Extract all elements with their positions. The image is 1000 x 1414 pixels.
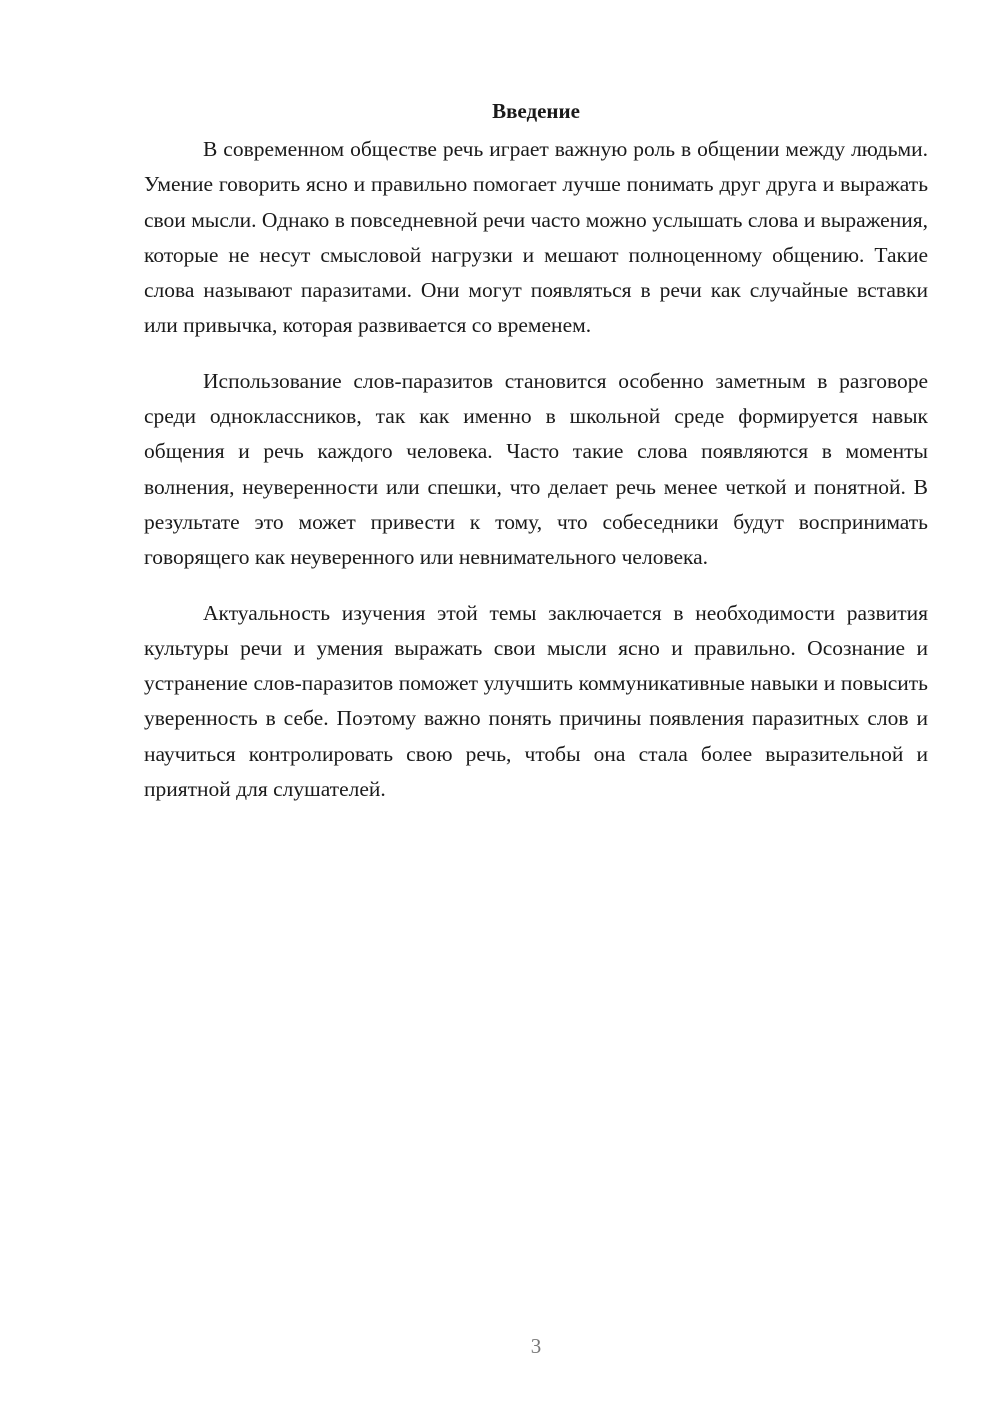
page-body [144, 96, 928, 807]
paragraph-relevance: Актуальность изучения этой темы заключается в необходимости развития культуры речи и умения выражать свои мысли ясно и правильно. Осознание и устранение слов-паразитов поможет улучшить коммуникативные навыки и повысить уверенность в себе. Поэтому важно понять причины появления паразитных слов и научиться контролировать свою речь, чтобы она стала более выразительной и приятной для слушателей. [144, 600, 928, 802]
page-number: 3 [530, 1334, 542, 1358]
section-heading: Введение [492, 99, 580, 123]
paragraph-intro: В современном обществе речь играет важную роль в общении между людьми. Умение говорить ясно и правильно помогает лучше понимать друг друга и выражать свои мысли. Однако в повседневной речи часто можно услышать слова и выражения, которые не несут смысловой нагрузки и мешают полноценному общению. Такие слова называют паразитами. Они могут появляться в речи как случайные вставки или привычка, которая развивается со временем. [144, 137, 928, 338]
paragraph-usage: Использование слов-паразитов становится особенно заметным в разговоре среди одноклассников, так как именно в школьной среде формируется навык общения и речь каждого человека. Часто такие слова появляются в моменты волнения, неуверенности или спешки, что делает речь менее четкой и понятной. В результате это может привести к тому, что собеседники будут воспринимать говорящего как неуверенного или невнимательного человека. [144, 368, 928, 570]
